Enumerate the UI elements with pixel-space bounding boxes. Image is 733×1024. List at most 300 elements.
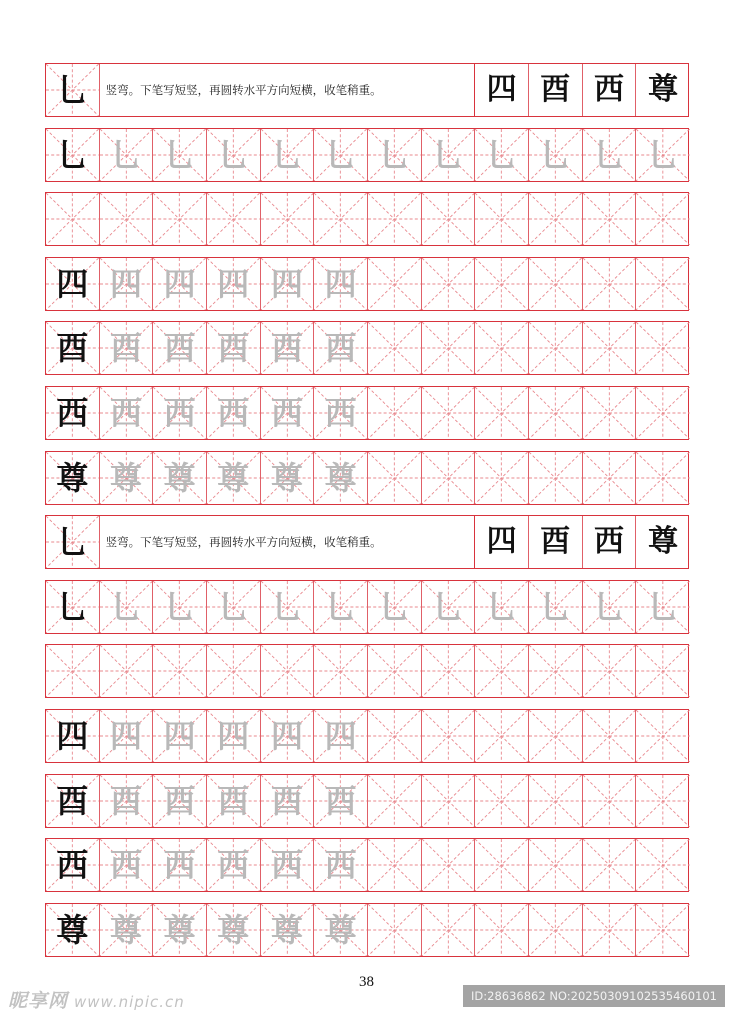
trace-character: 四 [217,716,250,755]
empty-cell[interactable] [583,387,637,439]
trace-character: 乚 [217,135,250,174]
trace-character: 尊 [163,910,196,949]
trace-cell[interactable] [153,258,207,310]
trace-cell[interactable] [314,258,368,310]
trace-character: 乚 [270,135,303,174]
trace-cell[interactable] [583,581,637,633]
mi-grid-guide [636,322,690,374]
trace-character: 乚 [485,135,518,174]
empty-cell[interactable] [636,839,690,891]
trace-character: 乚 [163,135,196,174]
empty-cell[interactable] [314,645,368,697]
stroke-model-cell[interactable] [46,516,100,568]
lesson-header-row [45,63,689,117]
trace-character: 西 [270,393,303,432]
mi-grid-guide [529,193,582,245]
mi-grid-guide [583,710,636,762]
mi-grid-guide [368,710,421,762]
trace-character: 乚 [378,135,411,174]
trace-character: 四 [217,264,250,303]
mi-grid-guide [636,839,690,891]
page-number: 38 [359,974,374,990]
trace-character: 西 [109,393,142,432]
stroke-model-cell[interactable] [46,581,100,633]
mi-grid-guide [475,258,528,310]
trace-cell[interactable] [636,581,690,633]
empty-cell[interactable] [100,645,154,697]
mi-grid-guide [314,193,367,245]
trace-cell[interactable] [261,322,315,374]
trace-cell[interactable] [314,839,368,891]
example-character-cell [529,516,583,568]
trace-cell[interactable] [314,904,368,956]
empty-cell[interactable] [529,452,583,504]
trace-cell[interactable] [100,839,154,891]
trace-cell[interactable] [422,129,476,181]
trace-cell[interactable] [314,452,368,504]
mi-grid-guide [636,193,690,245]
trace-cell[interactable] [207,258,261,310]
character-model-cell[interactable] [46,775,100,827]
trace-character: 乚 [163,587,196,626]
empty-cell[interactable] [583,710,637,762]
mi-grid-guide [46,193,99,245]
mi-grid-guide [583,322,636,374]
trace-cell[interactable] [153,322,207,374]
empty-cell[interactable] [314,193,368,245]
empty-cell[interactable] [422,710,476,762]
empty-cell[interactable] [529,839,583,891]
mi-grid-guide [475,452,528,504]
example-character-cell [636,516,690,568]
character-model-cell[interactable] [46,258,100,310]
trace-character: 乚 [324,135,357,174]
trace-character: 酉 [324,781,357,820]
trace-character: 乚 [431,135,464,174]
empty-cell[interactable] [583,258,637,310]
trace-character: 乚 [592,135,625,174]
trace-cell[interactable] [207,322,261,374]
trace-cell[interactable] [100,258,154,310]
empty-cell[interactable] [583,904,637,956]
stroke-model-cell[interactable] [46,64,100,116]
trace-character: 乚 [324,587,357,626]
character-model-cell[interactable] [46,710,100,762]
empty-cell[interactable] [100,193,154,245]
empty-cell[interactable] [207,193,261,245]
mi-grid-guide [422,452,475,504]
empty-cell[interactable] [529,387,583,439]
model-character: 四 [486,524,517,560]
empty-cell[interactable] [583,775,637,827]
empty-cell[interactable] [422,645,476,697]
model-character: 乚 [56,587,89,626]
mi-grid-guide [368,452,421,504]
empty-cell[interactable] [475,645,529,697]
trace-character: 西 [324,393,357,432]
trace-character: 酉 [217,329,250,368]
mi-grid-guide [153,645,206,697]
model-character: 尊 [648,72,679,107]
trace-cell[interactable] [207,452,261,504]
trace-character: 尊 [270,458,303,497]
trace-cell[interactable] [475,581,529,633]
trace-cell[interactable] [261,710,315,762]
empty-cell[interactable] [583,839,637,891]
empty-cell[interactable] [46,193,100,245]
trace-cell[interactable] [261,904,315,956]
empty-cell[interactable] [422,452,476,504]
trace-character: 乚 [217,587,250,626]
trace-cell[interactable] [314,322,368,374]
trace-cell[interactable] [529,129,583,181]
mi-grid-guide [422,322,475,374]
empty-cell[interactable] [368,258,422,310]
empty-cell[interactable] [636,904,690,956]
empty-cell[interactable] [636,193,690,245]
trace-cell[interactable] [207,581,261,633]
mi-grid-guide [368,904,421,956]
trace-cell[interactable] [100,710,154,762]
character-practice-row [45,903,689,957]
trace-character: 尊 [217,910,250,949]
mi-grid-guide [475,387,528,439]
trace-character: 四 [163,716,196,755]
model-character: 尊 [56,458,89,497]
mi-grid-guide [475,775,528,827]
trace-cell[interactable] [153,904,207,956]
mi-grid-guide [583,387,636,439]
mi-grid-guide [368,775,421,827]
trace-cell[interactable] [100,775,154,827]
mi-grid-guide [475,904,528,956]
mi-grid-guide [422,710,475,762]
empty-cell[interactable] [636,322,690,374]
trace-cell[interactable] [636,129,690,181]
empty-cell[interactable] [153,193,207,245]
trace-character: 尊 [324,910,357,949]
trace-cell[interactable] [529,581,583,633]
trace-cell[interactable] [207,904,261,956]
trace-cell[interactable] [314,387,368,439]
example-character-cell [583,64,637,116]
empty-cell[interactable] [422,258,476,310]
mi-grid-guide [422,258,475,310]
trace-cell[interactable] [422,581,476,633]
example-character-cell [475,516,529,568]
trace-character: 尊 [163,458,196,497]
model-character: 乚 [56,135,89,174]
empty-cell[interactable] [475,258,529,310]
trace-cell[interactable] [207,775,261,827]
character-practice-row [45,386,689,440]
example-character-cell [529,64,583,116]
model-character: 四 [486,72,517,107]
trace-cell[interactable] [100,904,154,956]
character-practice-row [45,838,689,892]
empty-cell[interactable] [583,452,637,504]
mi-grid-guide [529,322,582,374]
stroke-practice-row [45,580,689,634]
empty-cell[interactable] [46,645,100,697]
empty-cell[interactable] [529,710,583,762]
stroke-instruction: 竖弯。下笔写短竖，再圆转水平方向短横，收笔稍重。 [100,64,476,116]
mi-grid-guide [583,775,636,827]
trace-cell[interactable] [314,129,368,181]
trace-character: 西 [217,393,250,432]
trace-character: 西 [324,846,357,885]
site-watermark [8,986,185,1013]
trace-cell[interactable] [153,710,207,762]
trace-character: 乚 [378,587,411,626]
trace-cell[interactable] [153,775,207,827]
stroke-model-cell[interactable] [46,129,100,181]
empty-cell[interactable] [583,645,637,697]
trace-character: 乚 [270,587,303,626]
empty-cell[interactable] [475,710,529,762]
example-character-cell [475,64,529,116]
watermark-url: www.nipic.cn [74,993,185,1011]
trace-character: 四 [109,716,142,755]
mi-grid-guide [422,387,475,439]
model-character: 酉 [56,329,89,368]
mi-grid-guide [529,710,582,762]
mi-grid-guide [475,710,528,762]
empty-cell[interactable] [261,193,315,245]
trace-cell[interactable] [368,129,422,181]
mi-grid-guide [529,775,582,827]
trace-cell[interactable] [368,581,422,633]
mi-grid-guide [529,904,582,956]
empty-cell[interactable] [368,645,422,697]
mi-grid-guide [368,387,421,439]
mi-grid-guide [368,258,421,310]
mi-grid-guide [475,193,528,245]
empty-cell[interactable] [207,645,261,697]
empty-cell[interactable] [368,193,422,245]
trace-cell[interactable] [153,452,207,504]
trace-character: 酉 [109,781,142,820]
mi-grid-guide [422,645,475,697]
model-character: 酉 [56,781,89,820]
character-model-cell[interactable] [46,322,100,374]
trace-character: 酉 [270,329,303,368]
empty-cell[interactable] [583,322,637,374]
trace-character: 乚 [109,587,142,626]
empty-cell[interactable] [529,322,583,374]
model-character: 尊 [648,524,679,560]
model-character: 西 [56,846,89,885]
empty-cell[interactable] [475,193,529,245]
empty-cell[interactable] [368,710,422,762]
empty-cell[interactable] [529,775,583,827]
trace-cell[interactable] [153,387,207,439]
empty-cell[interactable] [636,258,690,310]
character-practice-row [45,321,689,375]
empty-cell[interactable] [368,839,422,891]
mi-grid-guide [475,839,528,891]
trace-character: 四 [163,264,196,303]
mi-grid-guide [636,710,690,762]
empty-cell[interactable] [636,775,690,827]
trace-cell[interactable] [261,581,315,633]
empty-cell[interactable] [368,452,422,504]
trace-character: 乚 [109,135,142,174]
mi-grid-guide [583,258,636,310]
trace-cell[interactable] [207,387,261,439]
stroke-practice-row [45,128,689,182]
mi-grid-guide [529,645,582,697]
empty-cell[interactable] [422,839,476,891]
trace-cell[interactable] [100,322,154,374]
model-character: 四 [56,716,89,755]
trace-cell[interactable] [100,387,154,439]
trace-cell[interactable] [207,710,261,762]
trace-cell[interactable] [261,839,315,891]
mi-grid-guide [100,645,153,697]
watermark-site-name: 昵享网 [8,990,69,1012]
empty-cell[interactable] [636,645,690,697]
trace-cell[interactable] [314,710,368,762]
trace-character: 酉 [163,329,196,368]
mi-grid-guide [636,775,690,827]
character-practice-row [45,451,689,505]
empty-cell[interactable] [583,193,637,245]
empty-cell[interactable] [475,775,529,827]
trace-character: 尊 [109,910,142,949]
mi-grid-guide [583,645,636,697]
watermark-id-badge: ID:28636862 NO:20250309102535460101 [463,985,725,1007]
empty-cell[interactable] [368,387,422,439]
trace-cell[interactable] [100,452,154,504]
mi-grid-guide [207,645,260,697]
trace-cell[interactable] [314,581,368,633]
empty-cell[interactable] [475,322,529,374]
empty-cell[interactable] [153,645,207,697]
trace-cell[interactable] [261,129,315,181]
mi-grid-guide [368,839,421,891]
trace-cell[interactable] [207,839,261,891]
trace-cell[interactable] [153,129,207,181]
empty-cell[interactable] [475,839,529,891]
character-practice-row [45,709,689,763]
empty-practice-row [45,192,689,246]
mi-grid-guide [422,904,475,956]
trace-cell[interactable] [583,129,637,181]
empty-cell[interactable] [636,387,690,439]
trace-character: 乚 [592,587,625,626]
empty-cell[interactable] [368,322,422,374]
mi-grid-guide [422,775,475,827]
trace-cell[interactable] [153,839,207,891]
empty-cell[interactable] [422,322,476,374]
character-model-cell[interactable] [46,452,100,504]
example-character-cell [636,64,690,116]
empty-cell[interactable] [261,645,315,697]
mi-grid-guide [583,839,636,891]
mi-grid-guide [583,193,636,245]
mi-grid-guide [261,193,314,245]
trace-character: 西 [217,846,250,885]
trace-character: 四 [109,264,142,303]
lesson-header-row [45,515,689,569]
empty-cell[interactable] [368,904,422,956]
mi-grid-guide [207,193,260,245]
empty-cell[interactable] [475,387,529,439]
mi-grid-guide [636,258,690,310]
character-model-cell[interactable] [46,387,100,439]
mi-grid-guide [529,839,582,891]
empty-practice-row [45,644,689,698]
empty-cell[interactable] [529,193,583,245]
mi-grid-guide [636,645,690,697]
trace-cell[interactable] [261,452,315,504]
trace-character: 西 [109,846,142,885]
empty-cell[interactable] [368,775,422,827]
trace-cell[interactable] [475,129,529,181]
character-model-cell[interactable] [46,904,100,956]
model-character: 乚 [56,71,89,109]
character-practice-row [45,257,689,311]
trace-cell[interactable] [261,775,315,827]
empty-cell[interactable] [422,193,476,245]
empty-cell[interactable] [529,258,583,310]
empty-cell[interactable] [422,387,476,439]
trace-character: 酉 [217,781,250,820]
trace-character: 乚 [539,135,572,174]
trace-cell[interactable] [207,129,261,181]
model-character: 西 [593,524,624,560]
model-character: 酉 [540,524,571,560]
mi-grid-guide [368,322,421,374]
trace-character: 乚 [539,587,572,626]
example-character-cell [583,516,637,568]
mi-grid-guide [529,258,582,310]
trace-cell[interactable] [261,258,315,310]
character-model-cell[interactable] [46,839,100,891]
trace-cell[interactable] [314,775,368,827]
empty-cell[interactable] [475,904,529,956]
trace-cell[interactable] [153,581,207,633]
mi-grid-guide [314,645,367,697]
empty-cell[interactable] [475,452,529,504]
trace-cell[interactable] [100,129,154,181]
trace-character: 尊 [217,458,250,497]
mi-grid-guide [583,904,636,956]
empty-cell[interactable] [529,904,583,956]
model-character: 酉 [540,72,571,107]
empty-cell[interactable] [636,710,690,762]
trace-cell[interactable] [100,581,154,633]
mi-grid-guide [368,193,421,245]
trace-character: 乚 [647,135,680,174]
mi-grid-guide [261,645,314,697]
model-character: 西 [593,72,624,107]
empty-cell[interactable] [529,645,583,697]
practice-sheet [45,63,689,967]
mi-grid-guide [100,193,153,245]
empty-cell[interactable] [636,452,690,504]
trace-character: 尊 [109,458,142,497]
trace-cell[interactable] [261,387,315,439]
trace-character: 酉 [109,329,142,368]
empty-cell[interactable] [422,904,476,956]
trace-character: 乚 [431,587,464,626]
trace-character: 尊 [324,458,357,497]
trace-character: 乚 [485,587,518,626]
empty-cell[interactable] [422,775,476,827]
model-character: 尊 [56,910,89,949]
